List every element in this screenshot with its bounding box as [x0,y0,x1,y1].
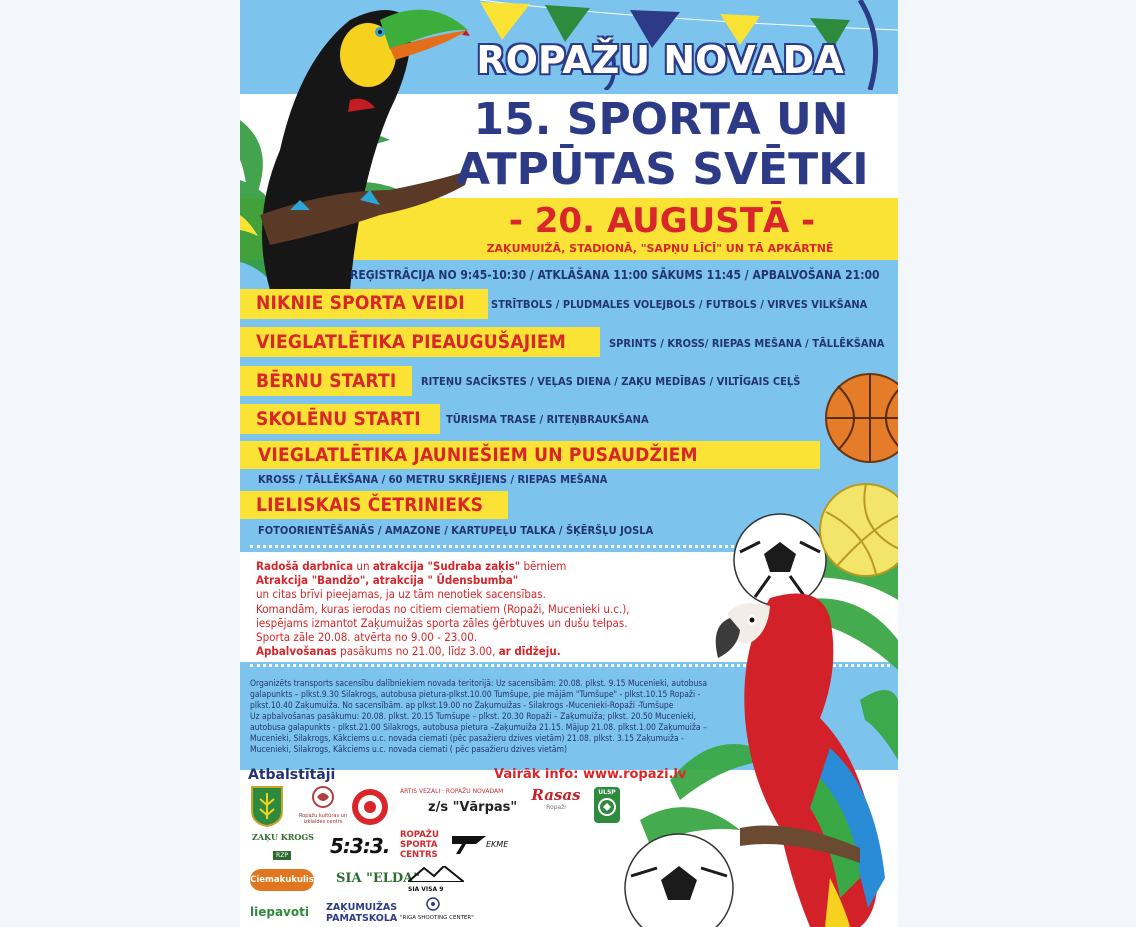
liepavoti-logo: liepavoti [250,905,309,919]
culture-centre-logo [298,785,348,825]
schedule-line: REĢISTRĀCIJA NO 9:45-10:30 / ATKLĀŠANA 11:00 SĀKUMS 11:45 / APBALVOŠANA 21:00 [350,268,880,282]
region-heading: ROPAŽU NOVADA [476,38,844,82]
event-poster [240,0,898,927]
zaku-krogs-logo [252,832,312,861]
event-location: ZAĶUMUIŽĀ, STADIONĀ, "SAPŅU LĪCĪ" UN TĀ APKĀRTNĒ [486,242,834,255]
transport-block [250,679,707,756]
basketball-icon [824,372,898,464]
attractions-line-4: Komandām, kuras ierodas no citiem ciematiem (Ropaži, Mucenieki u.c.), [256,601,630,616]
elda-logo: SIA "ELDA" [336,871,421,886]
attractions-line-6: Sporta zāle 20.08. atvērta no 9.00 - 23.00. [256,630,478,645]
attractions-line-3: un citas brīvi pieejamas, ja uz tām nenotiek sacensības. [256,587,546,602]
event-title-line2: ATPŪTAS SVĒTKI [456,144,869,195]
dj-text: ar dīdžeju. [498,644,561,659]
transport-line-2: galapunkts – plkst.9.30 Silakrogs, autobusa pietura-plkst.10.00 Tumšupe, pie mājām "Tumšupe" - plkst.10.15 Ropaži - [250,690,701,700]
ekme-logo [452,834,518,860]
attractions-line-1 [256,559,696,573]
school-line-1: ZAĶUMUIŽAS [326,902,398,913]
workshop-text: Radošā darbnīca [256,559,354,573]
toucan-illustration [240,0,470,290]
rsc-line-1: ROPAŽU [400,830,439,840]
event-sub-1: STRĪTBOLS / PLUDMALES VOLEJBOLS / FUTBOLS / VIRVES VILKŠANA [491,298,868,311]
event-label-2: VIEGLATLĒTIKA PIEAUGUŠAJIEM [256,331,566,353]
awards-text: Apbalvošanas [256,644,337,659]
event-label-5: VIEGLATLĒTIKA JAUNIEŠIEM UN PUSAUDŽIEM [258,444,698,466]
ekme-text: EKME [486,840,509,849]
zaku-krogs-sub: RZP [273,851,291,860]
culture-centre-icon [311,785,335,809]
and-text: un [353,559,373,573]
more-info-link[interactable]: Vairāk info: www.ropazi.lv [494,767,687,782]
visa-text: SIA VISA 9 [408,886,444,893]
event-title-line1: 15. SPORTA UN [473,94,849,145]
rasas-logo [530,786,582,820]
visa-logo [408,866,466,893]
event-date: - 20. AUGUSTĀ - [508,201,816,241]
parrot-illustration [710,578,898,927]
event-label-6: LIELISKAIS ČETRINIEKS [256,494,484,516]
mountain-icon [408,866,464,882]
attractions-line-5: iespējams izmantot Zaķumuižas sporta zāles ģērbtuves un dušu telpas. [256,615,628,630]
rsc-line-2: SPORTA [400,840,438,850]
riga-shooting-centre-logo [400,896,472,921]
transport-line-3: plkst.10.40 Zaķumuiža. No sacensībām. ap plkst.19.00 no Zaķumuižas - Silakrogs -Mucenieki-Ropaži -Tumšupe [250,701,674,711]
varpas-logo [400,788,522,815]
attractions-line-7 [256,644,696,658]
supporters-heading: Atbalstītāji [248,767,336,783]
ekme-icon [452,834,486,856]
varpas-top-text: ARTIS VEZALI · ROPAŽU NOVADAM [400,788,504,795]
event-sub-5: KROSS / TĀLLĒKŠANA / 60 METRU SKRĒJIENS / RIEPAS MEŠANA [258,473,608,486]
attractions-line-2: Atrakcija "Bandžo", atrakcija " Ūdensbumba" [256,573,519,588]
culture-centre-text: Ropažu kultūras un izklaides centrs [298,813,347,825]
attraction-text: atrakcija "Sudraba zaķis" [372,559,521,573]
transport-line-1: Organizēts transports sacensību dalībniekiem novada teritorijā: Uz sacensībām: 20.08. plkst. 9.15 Mucenieki, autobusa [250,679,707,689]
club-emblem-icon [350,787,390,827]
ulsp-text: ULSP [598,789,616,796]
varpas-text: z/s "Vārpas" [428,800,518,815]
children-text: bērniem [520,559,567,573]
533-logo: 5:3:3. [330,834,390,858]
ulsp-icon [597,796,617,818]
event-label-3: BĒRNU STARTI [256,370,397,392]
rasas-sub-text: Ropaži [546,804,566,811]
volleyball-icon [816,482,898,578]
ropazu-sports-centre-logo [400,830,439,860]
zakumuiza-school-logo [326,902,397,924]
ulsp-logo [594,787,620,823]
rasas-text: Rasas [531,786,581,804]
attractions-block [256,559,696,658]
transport-line-6: Mucenieki, Silakrogs, Kākciems u.c. novada ciemati (pēc pasažieru dzives vietām) 21.08. plkst. 3.15 Zaķumuiža - [250,734,684,744]
transport-line-4: Uz apbalvošanas pasākumu: 20.08. plkst. 20.15 Tumšupe – plkst. 20.30 Ropaži – Zaķumuiža; plkst. 20.50 Mucenieki, [250,712,697,722]
event-label-1: NIKNIE SPORTA VEIDI [256,292,465,314]
awards-time-text: pasākums no 21.00, līdz 3.00, [336,644,499,659]
riga-shooting-text: "RIGA SHOOTING CENTER" [400,915,474,921]
rsc-line-3: CENTRS [400,850,438,860]
school-line-2: PAMATSKOLA [326,913,398,924]
event-label-4: SKOLĒNU STARTI [256,408,421,430]
event-sub-4: TŪRISMA TRASE / RITEŅBRAUKŠANA [446,413,649,426]
transport-line-7: Mucenieki, Silakrogs, Kākciems u.c. novada ciemati ( pēc pasažieru dzives vietām) [250,745,567,755]
transport-line-5: autobusa galapunkts - plkst.21.00 Silakrogs, autobusa pietura –Zaķumuiža 21.15. Mājup 21.08. plkst.1.00 Zaķumuiža – [250,723,707,733]
event-sub-2: SPRINTS / KROSS/ RIEPAS MEŠANA / TĀLLĒKŠANA [609,337,885,350]
target-icon [426,897,440,911]
ciemakukulis-logo: Ciemakukulis [250,869,314,891]
ropazi-coat-of-arms-icon [250,785,284,827]
event-sub-3: RITEŅU SACĪKSTES / VEĻAS DIENA / ZAĶU MEDĪBAS / VILTĪGAIS CEĻŠ [421,375,801,388]
zaku-krogs-text: ZAĶU KROGS [252,832,314,842]
event-sub-6: FOTOORIENTĒŠANĀS / AMAZONE / KARTUPEĻU TALKA / ŠĶĒRŠĻU JOSLA [258,524,654,537]
